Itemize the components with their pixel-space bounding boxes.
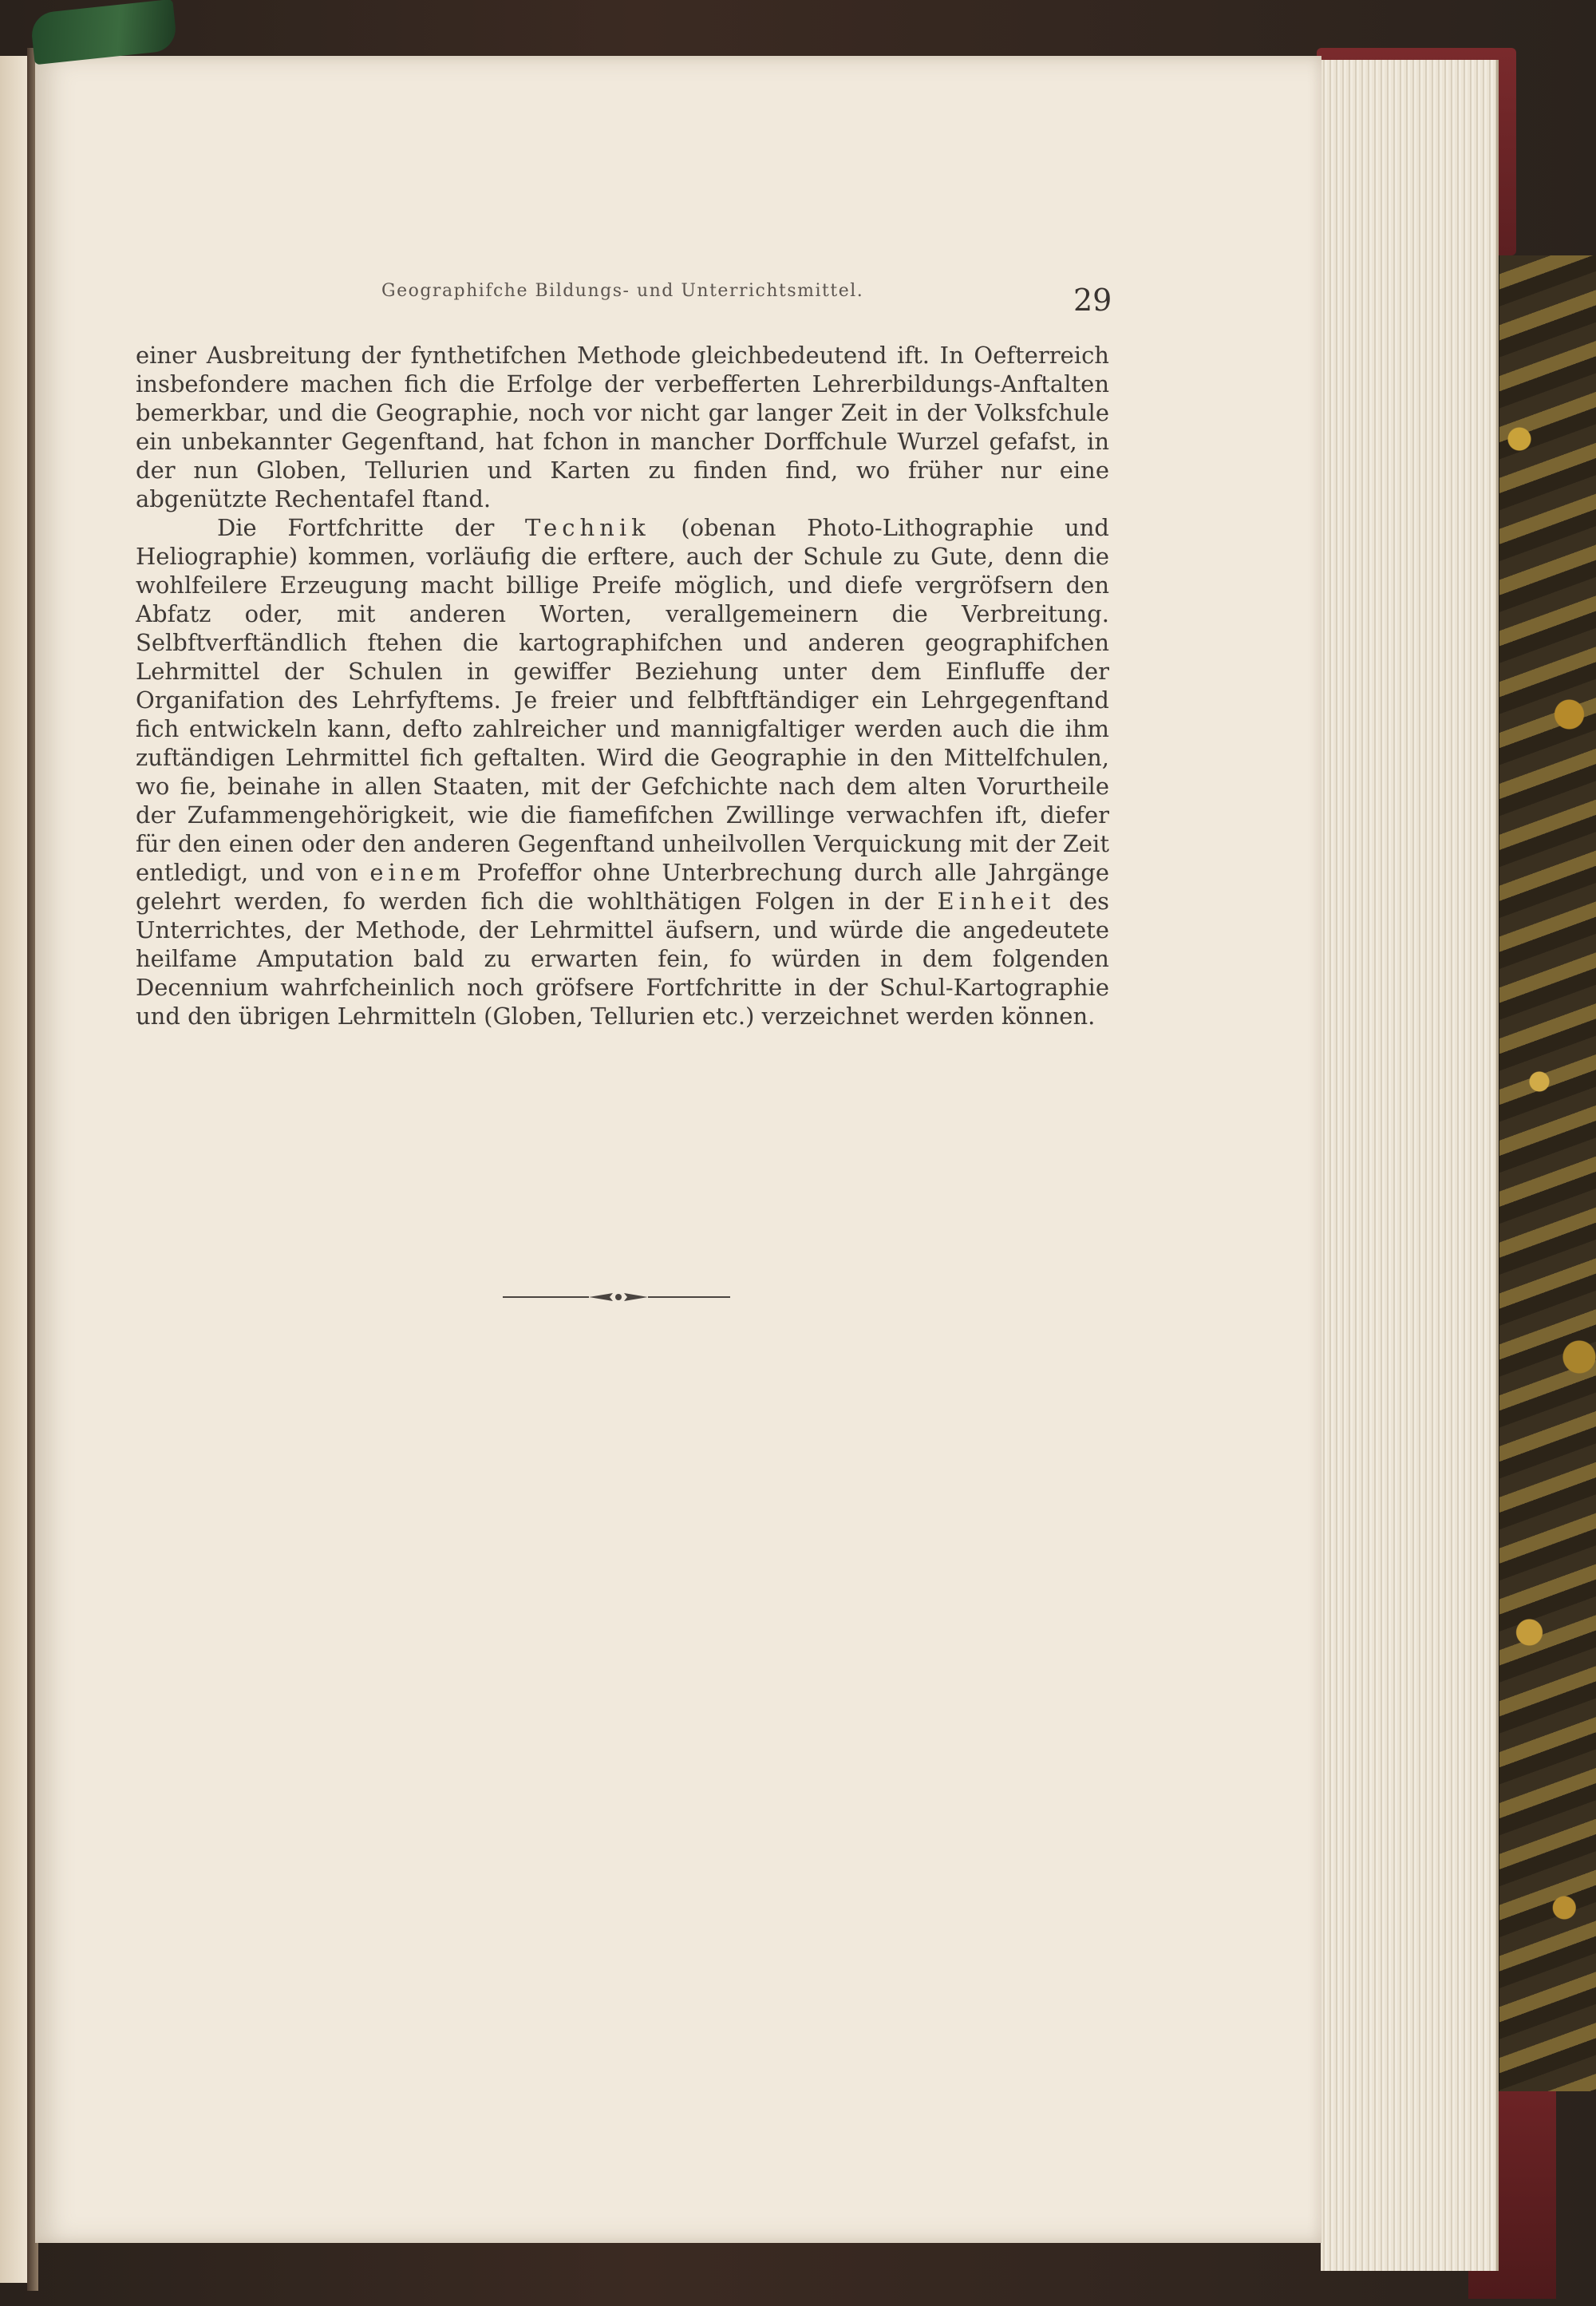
paragraph-2-part-1: Die Fortfchritte der	[217, 514, 525, 541]
running-head: Geographifche Bildungs- und Unterrichtsmittel.	[381, 281, 864, 301]
left-page-edge	[0, 56, 29, 2283]
paragraph-2-part-5: Profeffor ohne Unterbrechung durch alle Jahrgänge gelehrt werden, fo werden fich die wohlthätigen Folgen in der	[136, 859, 1109, 915]
emphasis-einheit: Einheit	[937, 888, 1056, 915]
emphasis-technik: Technik	[525, 514, 650, 541]
paragraph-2-part-7: des Unterrichtes, der Methode, der Lehrmittel äufsern, und würde die angedeutete heilfame Amputation bald zu erwarten fein, fo würden in dem folgenden Decennium wahrfcheinlich noch gröfsere Fortfchritte in der Schul-Kartographie und den übrigen Lehrmitteln (Globen, Tellurien etc.) verzeichnet werden können.	[136, 888, 1110, 1030]
end-ornament-rule	[503, 1287, 730, 1307]
paragraph-2	[136, 513, 1109, 1030]
paragraph-2-part-3: (obenan Photo-Lithographie und Heliographie) kommen, vorläufig die erftere, auch der Schule zu Gute, denn die wohlfeilere Erzeugung macht billige Preife möglich, und diefe vergröfsern den Abfatz oder, mit anderen Worten, verallgemeinern die Verbreitung. Selbftverftändlich ftehen die kartographifchen und anderen geographifchen Lehrmittel der Schulen in gewiffer Beziehung unter dem Einfluffe der Organifation des Lehrfyftems. Je freier und felbftftändiger ein Lehrgegenftand fich entwickeln kann, defto zahlreicher und mannigfaltiger werden auch die ihm zuftändigen Lehrmittel fich geftalten. Wird die Geographie in den Mittelfchulen, wo fie, beinahe in allen Staaten, mit der Gefchichte nach dem alten Vorurtheile der Zufammengehörigkeit, wie die fiamefifchen Zwillinge verwachfen ift, diefer für den einen oder den anderen Gegenftand unheilvollen Verquickung mit der Zeit entledigt, und von	[136, 514, 1109, 886]
paragraph-1: einer Ausbreitung der fynthetifchen Methode gleichbedeutend ift. In Oefterreich insbefondere machen fich die Erfolge der verbefferten Lehrerbildungs-Anftalten bemerkbar, und die Geographie, noch vor nicht gar langer Zeit in der Volksfchule ein unbekannter Gegenftand, hat fchon in mancher Dorffchule Wurzel gefafst, in der nun Globen, Tellurien und Karten zu finden find, wo früher nur eine abgenützte Rechentafel ftand.	[136, 342, 1109, 512]
page-stack-edges	[1321, 60, 1499, 2271]
emphasis-einem: einem	[369, 859, 466, 886]
marbled-endpaper	[1496, 255, 1596, 2091]
page-number: 29	[1073, 283, 1112, 318]
body-text	[136, 341, 1109, 1030]
